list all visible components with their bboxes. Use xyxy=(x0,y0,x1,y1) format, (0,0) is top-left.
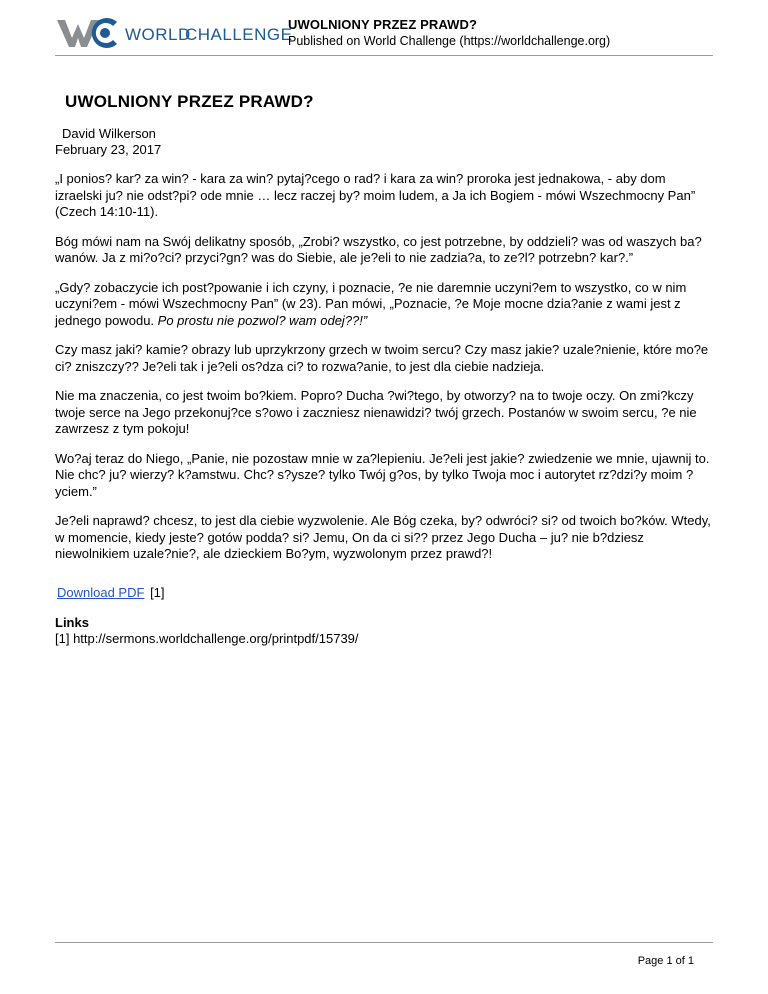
paragraph-3-text: „Gdy? zobaczycie ich post?powanie i ich czyny, i poznacie, ?e nie daremnie uczyni?em to wszystko, co w nim uczyni?em - mówi Wszechmocny Pan” (w 23). Pan mówi, „Poznacie, ?e Moje mocne dzia?anie z wami jest z jednego powodu. xyxy=(55,279,687,328)
download-row xyxy=(55,585,715,601)
paragraph-6: Wo?aj teraz do Niego, „Panie, nie pozostaw mnie w za?lepieniu. Je?eli jest jakie? zwiedzenie we mnie, ujawnij to. Nie chc? ju? wierzy? k?amstwu. Chc? s?ysze? tylko Twój g?os, by tylko Twoja moc i autorytet rz?dzi?y moim ?yciem.” xyxy=(55,450,710,499)
header-document-title: UWOLNIONY PRZEZ PRAWD? xyxy=(288,17,478,32)
paragraph-7: Je?eli naprawd? chcesz, to jest dla ciebie wyzwolenie. Ale Bóg czeka, by? odwróci? si? od twoich bo?ków. Wtedy, w momencie, kiedy jeste? gotów podda? si? Jemu, On da ci si?? przez Jego Ducha – ju? nie b?dziesz niewolnikiem uzale?nie?, ale dzieckiem Bo?ym, wyzwolonym przez prawd?! xyxy=(55,513,711,561)
svg-text:WORLD: WORLD xyxy=(125,25,191,44)
article-date: February 23, 2017 xyxy=(55,142,162,157)
paragraph-4: Czy masz jaki? kamie? obrazy lub uprzykrzony grzech w twoim sercu? Czy masz jakie? uzale?nienie, które mo?e ci? zniszczy?? Je?eli tak i je?eli os?dza ci? to rozwa?anie, to jest dla ciebie nadzieja. xyxy=(55,342,709,374)
paragraph-1: „I ponios? kar? za win? - kara za win? pytaj?cego o rad? i kara za win? proroka jest jednakowa, - aby dom izraelski ju? nie odst?pi? ode mnie … lecz raczej by? moim ludem, a Ja ich Bogiem - mówi Wszechmocny Pan” (Czech 14:10-11). xyxy=(55,171,696,219)
paragraph-2: Bóg mówi nam na Swój delikatny sposób, „Zrobi? wszystko, co jest potrzebne, by oddzieli? was od waszych ba?wanów. Ja z mi?o?ci? przyci?gn? was do Siebie, ale je?eli to nie zadzia?a, to ze?l? potrzebn? kar?.” xyxy=(55,233,702,265)
download-pdf-link[interactable]: Download PDF xyxy=(57,584,145,600)
paragraph-3 xyxy=(55,280,715,330)
article-body xyxy=(55,92,715,647)
download-ref: [1] xyxy=(150,584,165,600)
svg-text:CHALLENGE: CHALLENGE xyxy=(185,25,293,44)
paragraph-3-italic: Po prostu nie pozwol? wam odej??!” xyxy=(157,312,368,328)
header-published-line: Published on World Challenge (https://worldchallenge.org) xyxy=(288,34,611,48)
footer-divider xyxy=(55,942,713,943)
logo-mark-icon xyxy=(55,14,293,50)
links-heading: Links xyxy=(55,614,89,630)
paragraph-5: Nie ma znaczenia, co jest twoim bo?kiem. Popro? Ducha ?wi?tego, by otworzy? na to twoje oczy. On zmi?kczy twoje serce na Jego przekonuj?ce s?owo i zaczniesz nienawidzi? twój grzech. Postanów w swoim sercu, ?e nie zawrzesz z tym pokoju! xyxy=(55,388,697,436)
article-title: UWOLNIONY PRZEZ PRAWD? xyxy=(65,92,314,111)
header-divider xyxy=(55,55,713,56)
page-number: Page 1 of 1 xyxy=(637,955,694,967)
world-challenge-logo[interactable] xyxy=(55,14,293,50)
links-item-1: [1] http://sermons.worldchallenge.org/printpdf/15739/ xyxy=(55,630,359,646)
article-author: David Wilkerson xyxy=(62,126,156,141)
page-header xyxy=(55,12,713,54)
